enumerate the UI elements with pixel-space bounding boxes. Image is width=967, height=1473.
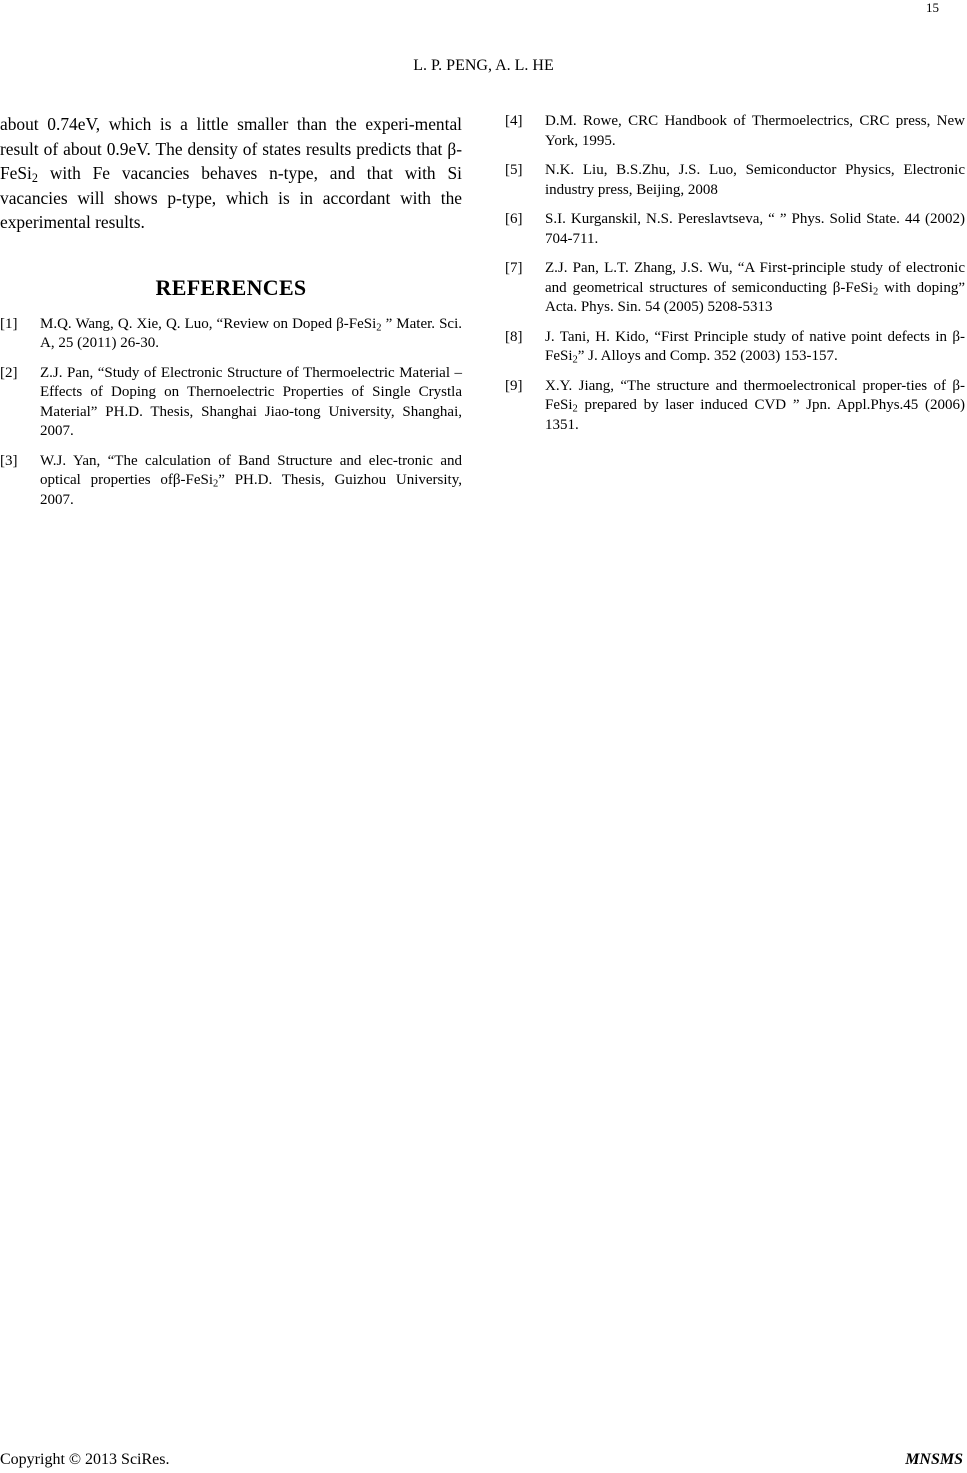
reference-item [0, 452, 462, 511]
reference-number: [3] [0, 452, 18, 469]
reference-item [505, 210, 965, 249]
reference-number: [2] [0, 364, 18, 381]
right-column [505, 112, 965, 445]
page-number: 15 [926, 0, 939, 15]
reference-text: N.K. Liu, B.S.Zhu, J.S. Luo, Semiconductor Physics, Electronic industry press, Beijing, 2008 [545, 162, 965, 198]
reference-text: X.Y. Jiang, “The structure and thermoelectronical proper-ties of β-FeSi$_2$ prepared by laser induced CVD ” Jpn. Appl.Phys.45 (2006) 1351. [545, 377, 965, 433]
left-column [0, 112, 462, 520]
reference-list-left [0, 315, 462, 511]
footer-journal: MNSMS [905, 1451, 963, 1468]
running-head: L. P. PENG, A. L. HE [413, 57, 554, 74]
reference-list-right [505, 112, 965, 435]
reference-text: J. Tani, H. Kido, “First Principle study of native point defects in β-FeSi$_2$” J. Alloys and Comp. 352 (2003) 153-157. [545, 328, 965, 366]
footer-copyright: Copyright © 2013 SciRes. [0, 1451, 170, 1468]
reference-text: Z.J. Pan, L.T. Zhang, J.S. Wu, “A First-principle study of electronic and geometrical structures of semiconducting β-FeSi$_2$ with doping” Acta. Phys. Sin. 54 (2005) 5208-5313 [545, 260, 965, 315]
reference-number: [5] [505, 162, 523, 178]
references-heading: REFERENCES [155, 274, 307, 300]
reference-number: [7] [505, 260, 523, 276]
reference-item [505, 161, 965, 200]
reference-text: Z.J. Pan, “Study of Electronic Structure of Thermoelectric Material – Effects of Doping on Thernoelectric Properties of Single Crystla Material” PH.D. Thesis, Shanghai Jiao-tong University, Shanghai, 2007. [40, 364, 462, 439]
reference-number: [8] [505, 328, 523, 345]
reference-number: [9] [505, 377, 523, 394]
reference-text: M.Q. Wang, Q. Xie, Q. Luo, “Review on Doped β-FeSi$_2$ ” Mater. Sci. A, 25 (2011) 26-30. [40, 315, 462, 351]
reference-item [0, 364, 462, 442]
reference-number: [4] [505, 113, 523, 129]
reference-item [505, 377, 965, 436]
reference-item [505, 112, 965, 151]
reference-text: D.M. Rowe, CRC Handbook of Thermoelectrics, CRC press, New York, 1995. [545, 113, 965, 149]
reference-number: [6] [505, 211, 523, 227]
reference-text: S.I. Kurganskil, N.S. Pereslavtseva, “ ” Phys. Solid State. 44 (2002) 704-711. [545, 211, 965, 247]
reference-item [0, 315, 462, 354]
body-paragraph: about 0.74eV, which is a little smaller than the experi-mental result of about 0.9eV. The density of states results predicts that β-FeSi$_2$ with Fe vacancies behaves n-type, and that with Si vacancies will shows p-type, which is in accordant with the experimental results. [0, 114, 462, 232]
reference-number: [1] [0, 315, 18, 332]
reference-text: W.J. Yan, “The calculation of Band Structure and elec-tronic and optical properties ofβ-FeSi$_2$” PH.D. Thesis, Guizhou University, 2007. [40, 452, 462, 508]
reference-item [505, 259, 965, 318]
reference-item [505, 328, 965, 367]
